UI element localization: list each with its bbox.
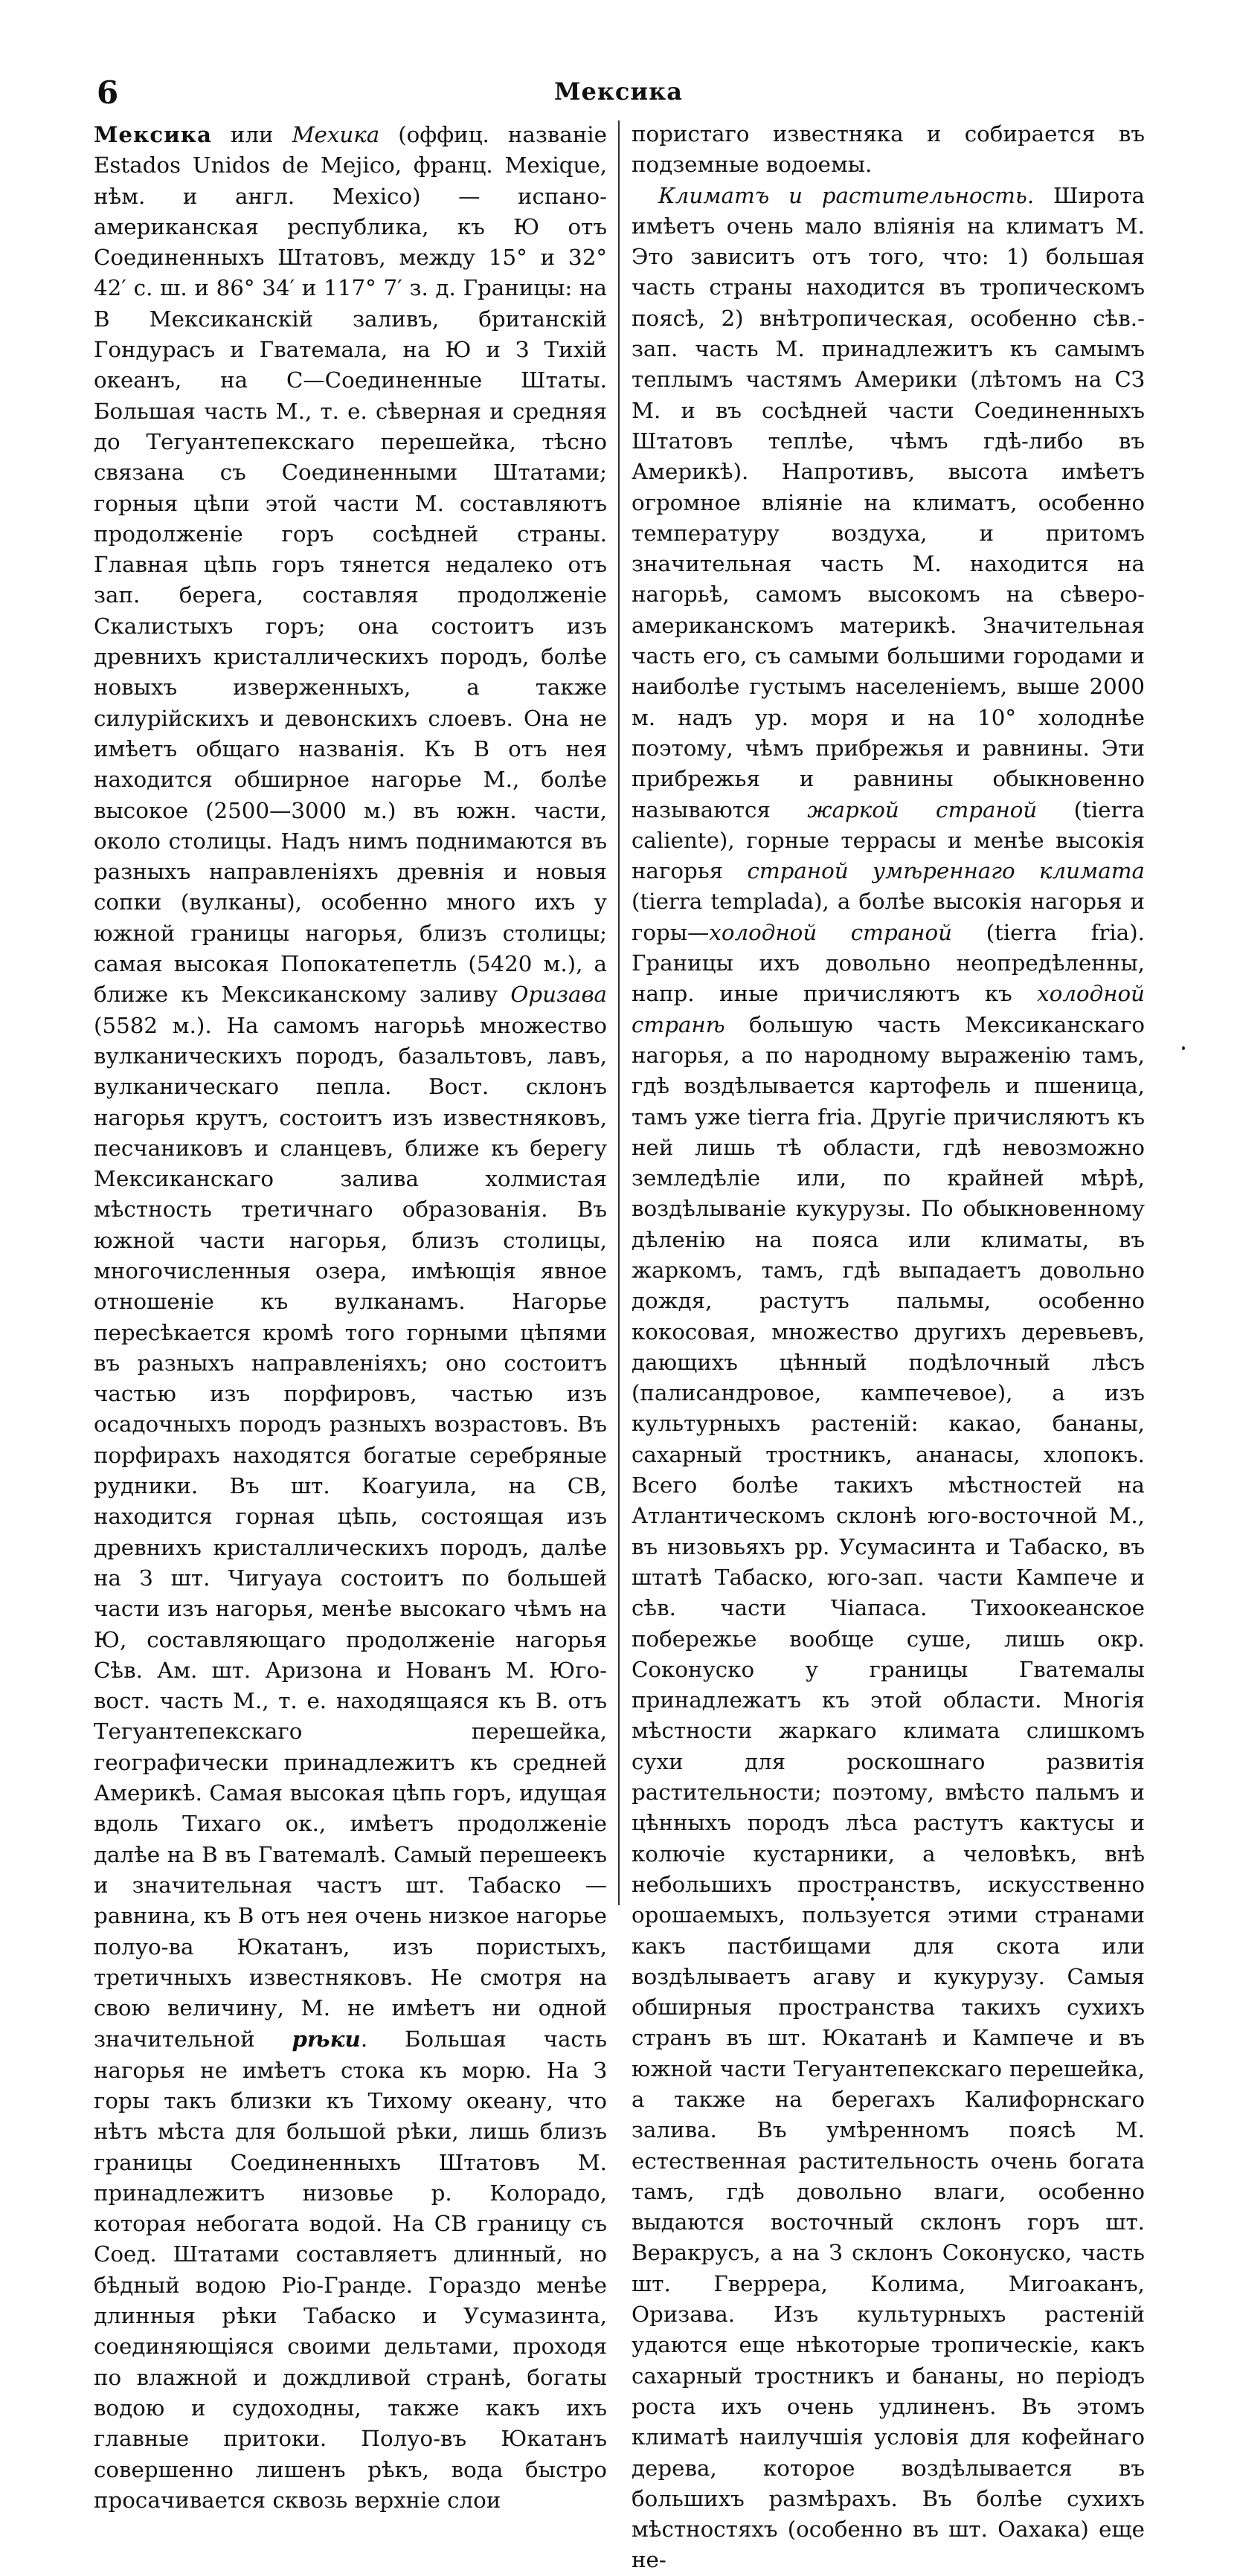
text-run: (5582 м.). На самомъ нагорьѣ множество вулканическихъ породъ, базальтовъ, лавъ, вулканическаго пепла. Вост. склонъ нагорья крутъ, состоитъ изъ известняковъ, песчаниковъ и сланцевъ, ближе къ берегу Мексиканскаго залива холмистая мѣстность третичнаго образованія. Въ южной части нагорья, близъ столицы, многочисленныя озера, имѣющія явное отношеніе къ вулканамъ. Нагорье пересѣкается кромѣ того горными цѣпями въ разныхъ направленіяхъ; оно состоитъ частью изъ порфировъ, частью изъ осадочныхъ породъ разныхъ возрастовъ. Въ порфирахъ находятся богатые серебряные рудники. Въ шт. Коагуила, на СВ, находится горная цѣпь, состоящая изъ древнихъ кристаллическихъ породъ, далѣе на З шт. Чигуауа состоитъ по большей части изъ нагорья, менѣе высокаго чѣмъ на Ю, составляющаго продолженіе нагорья Сѣв. Ам. шт. Аризона и Нованъ М. Юго-вост. часть М., т. е. находящаяся къ В. отъ Тегуантепекскаго перешейка, географически принадлежитъ къ средней Америкѣ. Самая высокая цѣпь горъ, идущая вдоль Тихаго ок., имѣетъ продолженіе далѣе на В въ Гватемалѣ. Самый перешеекъ и значительная частъ шт. Табаско — равнина, къ В отъ нея очень низкое нагорье полуо-ва Юкатанъ, изъ пористыхъ, третичныхъ известняковъ. Не смотря на свою величину, М. не имѣетъ ни одной значительной xyxy=(94,1012,607,2052)
text-run: или xyxy=(211,122,292,147)
section-title-climate: Климатъ и растительность. xyxy=(658,182,1035,208)
alt-name-italic: Мехика xyxy=(292,122,380,147)
text-run: (оффиц. названіе Estados Unidos de Mejico, франц. Mexique, нѣм. и англ. Mexico) — испано-американская республика, къ Ю отъ Соединенныхъ Штатовъ, между 15° и 32° 42′ с. ш. и 86° 34′ и 117° 7′ з. д. Границы: на В Мексиканскій заливъ, британскій Гондурасъ и Гватемала, на Ю и З Тихій океанъ, на С—Соединенные Штаты. Большая часть М., т. е. сѣверная и средняя до Тегуантепекскаго перешейка, тѣсно связана съ Соединенными Штатами; горныя цѣпи этой части М. составляютъ продолженіе горъ сосѣдней страны. Главная цѣпь горъ тянется недалеко отъ зап. берега, составляя продолженіе Скалистыхъ горъ; она состоитъ изъ древнихъ кристаллическихъ породъ, болѣе новыхъ изверженныхъ, а также силурійскихъ и девонскихъ слоевъ. Она не имѣетъ общаго названія. Къ В отъ нея находится обширное нагорье М., болѣе высокое (2500—3000 м.) въ южн. части, около столицы. Надъ нимъ поднимаются въ разныхъ направленіяхъ древнія и новыя сопки (вулканы), особенно много ихъ у южной границы нагорья, близъ столицы; самая высокая Попокатепетль (5420 м.), а ближе къ Мексиканскому заливу xyxy=(94,122,607,1008)
text-run: (tierra templada), а болѣе высокія нагорья и горы— xyxy=(632,889,1145,945)
text-run: большую часть Мексиканскаго нагорья, а по народному выраженію тамъ, гдѣ воздѣлывается картофель и пшеница, тамъ уже tierra fria. Другіе причисляютъ къ ней лишь тѣ области, гдѣ невозможно земледѣліе или, по крайней мѣрѣ, воздѣлываніе кукурузы. По обыкновенному дѣленію на пояса или климаты, въ жаркомъ, тамъ, гдѣ выпадаетъ довольно дождя, растутъ пальмы, особенно кокосовая, множество другихъ деревьевъ, дающихъ цѣнный подѣлочный лѣсъ (палисандровое, кампечевое), а изъ культурныхъ растеній: какао, бананы, сахарный тростникъ, ананасы, хлопокъ. Всего болѣе такихъ мѣстностей на Атлантическомъ склонѣ юго-восточной М., въ низовьяхъ рр. Усумасинта и Табаско, въ штатѣ Табаско, юго-зап. части Кампече и сѣв. части Чіапаса. Тихоокеанское побережье вообще суше, лишь окр. Соконуско у границы Гватемалы принадлежатъ къ этой области. Многія мѣстности жаркаго климата слишкомъ сухи для роскошнаго развитія растительности; поэтому, вмѣсто пальмъ и цѣнныхъ породъ лѣса растутъ кактусы и колючіе кустарники, а человѣкъ, внѣ небольшихъ пространствъ, искусственно орошаемыхъ, пользуется этими странами какъ пастбищами для скота или воздѣлываетъ агаву и кукурузу. Самыя обширныя пространства такихъ сухихъ странъ въ шт. Юкатанѣ и Кампече и въ южной части Тегуантепекскаго перешейка, а также на берегахъ Калифорнскаго залива. Въ умѣренномъ поясѣ М. естественная растительность очень богата тамъ, гдѣ довольно влаги, особенно выдаются восточный склонъ горъ шт. Веракрусъ, а на З склонъ Соконуско, часть шт. Гверрера, Колима, Мигоаканъ, Оризава. Изъ культурныхъ растеній удаются еще нѣкоторые тропическіе, какъ сахарный тростникъ и бананы, но періодъ роста ихъ очень удлиненъ. Въ этомъ климатѣ наилучшія условія для кофейнаго дерева, которое воздѣлывается въ большихъ размѣрахъ. Въ болѣе сухихъ мѣстностяхъ (особенно въ шт. Оахака) еще не- xyxy=(632,1011,1145,2573)
article-paragraph-intro xyxy=(94,119,607,2516)
margin-speck xyxy=(1182,1046,1185,1050)
term-cold-zone: холодной страной xyxy=(709,919,952,945)
text-run: Широта имѣетъ очень мало вліянія на климатъ М. Это зависитъ отъ того, что: 1) большая часть страны находится въ тропическомъ поясѣ, 2) внѣтропическая, особенно сѣв.-зап. часть М. принадлежитъ къ самымъ теплымъ частямъ Америки (лѣтомъ на СЗ М. и въ сосѣдней части Соединенныхъ Штатовъ теплѣе, чѣмъ гдѣ-либо въ Америкѣ). Напротивъ, высота имѣетъ огромное вліяніе на климатъ, особенно температуру воздуха, и притомъ значительная часть М. находится на нагорьѣ, самомъ высокомъ на сѣверо-американскомъ материкѣ. Значительная часть его, съ самыми большими городами и наиболѣе густымъ населеніемъ, выше 2000 м. надъ ур. моря и на 10° холоднѣе поэтому, чѣмъ прибрежья и равнины. Эти прибрежья и равнины обыкновенно называются xyxy=(632,182,1145,822)
column-divider xyxy=(618,120,620,1905)
right-column xyxy=(632,119,1146,2573)
running-head: Мексика xyxy=(554,77,683,106)
bottom-speck xyxy=(871,1897,874,1901)
left-column xyxy=(94,119,607,2513)
page-number: 6 xyxy=(97,74,119,111)
orizaba-italic: Оризава xyxy=(510,982,607,1008)
continuation-paragraph: пористаго известняка и собирается въ подземные водоемы. xyxy=(632,121,1145,178)
term-hot-zone: жаркой страной xyxy=(807,796,1038,822)
term-temperate-zone: страной умѣреннаго климата xyxy=(747,858,1146,884)
text-run: (tierra caliente), горные террасы и менѣе высокія нагорья xyxy=(632,796,1145,884)
term-cold-zone-2: холодной странѣ xyxy=(632,981,1145,1037)
climate-paragraph xyxy=(632,181,1145,2576)
text-run: (tierra fria). Границы ихъ довольно неопредѣленны, напр. иные причисляютъ къ xyxy=(632,919,1145,1007)
article-headword: Мексика xyxy=(94,121,212,147)
text-run: . Большая часть нагорья не имѣетъ стока къ морю. На З горы такъ близки къ Тихому океану, что нѣтъ мѣста для большой рѣки, лишь близъ границы Соединенныхъ Штатовъ М. принадлежитъ низовье р. Колорадо, которая небогата водой. На СВ границу съ Соед. Штатами составляетъ длинный, но бѣдный водою Ріо-Гранде. Гораздо менѣе длинныя рѣки Табаско и Усумазинта, соединяющіяся своими дельтами, проходя по влажной и дождливой странѣ, богаты водою и судоходны, также какъ ихъ главные притоки. Полуо-въ Юкатанъ совершенно лишенъ рѣкъ, вода быстро просачивается сквозь верхніе слои xyxy=(94,2026,607,2513)
rivers-emphasis: рѣки xyxy=(292,2026,361,2052)
